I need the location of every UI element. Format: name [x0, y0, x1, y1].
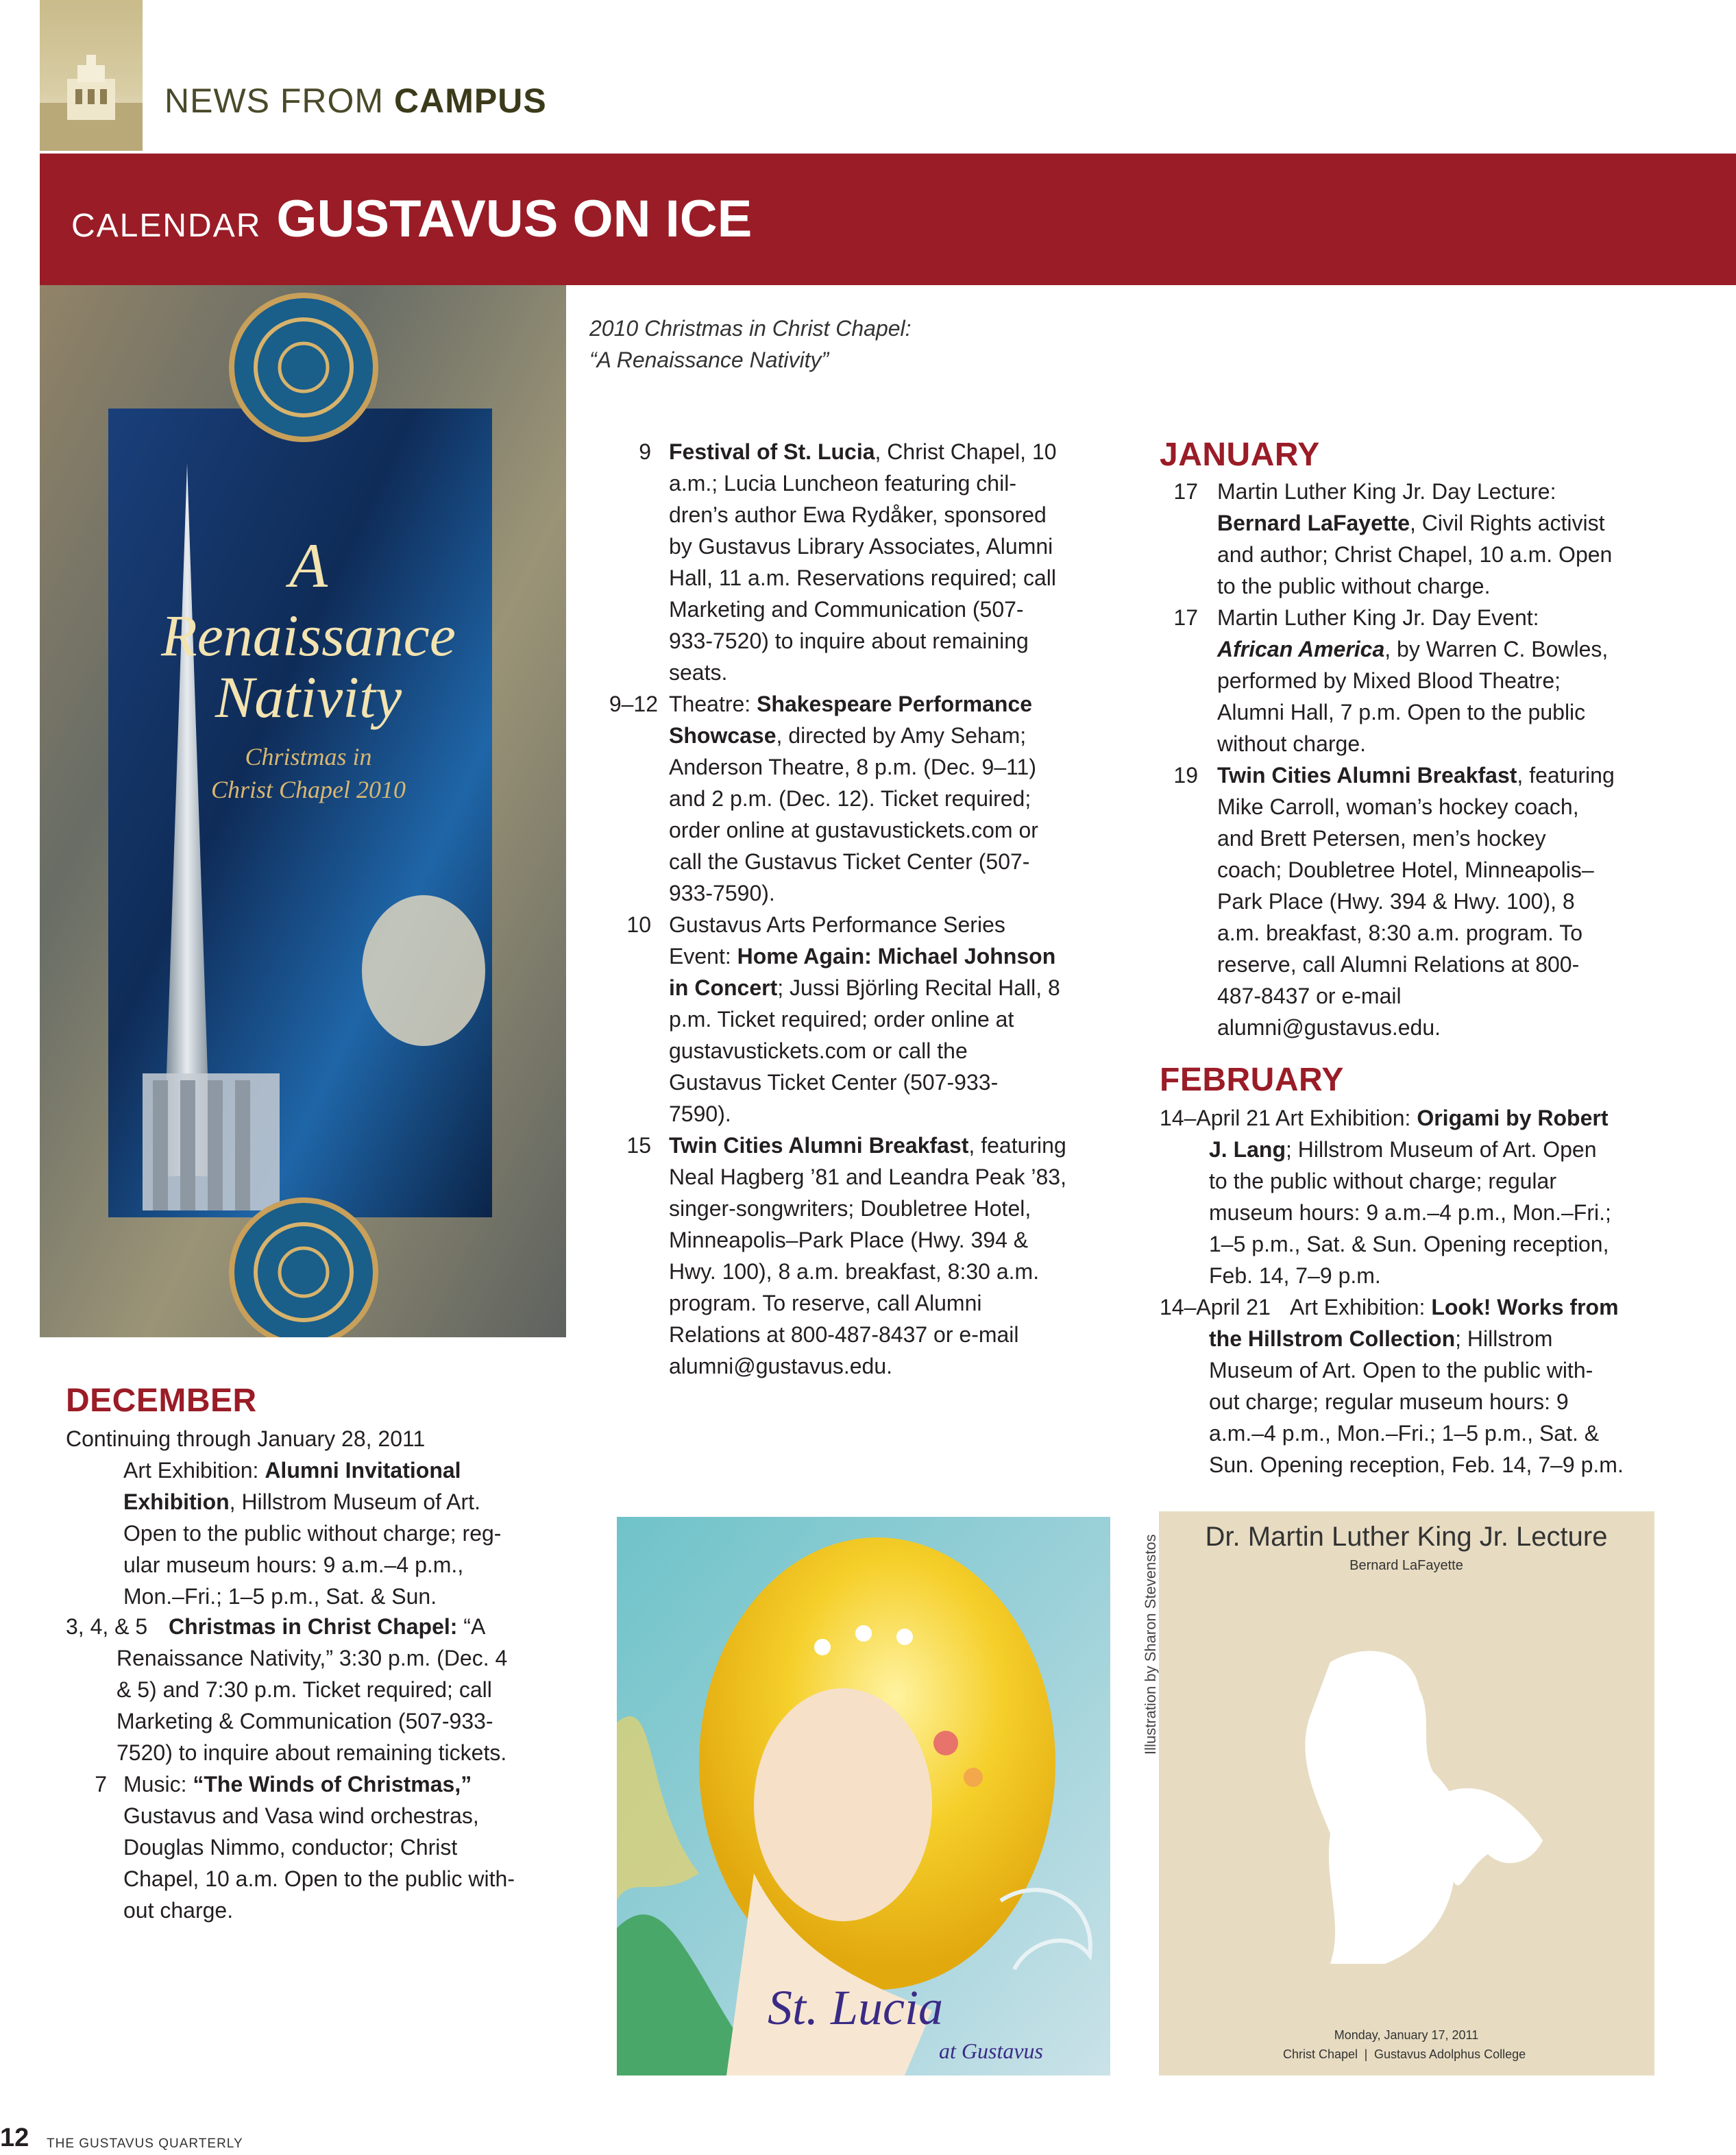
- mlk-lecture-poster: [1159, 1511, 1654, 2075]
- lucia-subtitle: at Gustavus: [939, 2038, 1043, 2063]
- renaissance-nativity-poster: [40, 285, 566, 1337]
- publication-name: THE GUSTAVUS QUARTERLY: [47, 2136, 243, 2151]
- section-header: NEWS FROM CAMPUS: [164, 82, 547, 120]
- mlk-speaker: Bernard LaFayette: [1349, 1558, 1463, 1573]
- lucia-title: St. Lucia: [768, 1980, 944, 2035]
- st-lucia-poster: [617, 1517, 1110, 2075]
- mlk-date: Monday, January 17, 2011: [1334, 2028, 1479, 2042]
- mlk-college: Gustavus Adolphus College: [1374, 2047, 1526, 2061]
- banner-title: CALENDAR GUSTAVUS ON ICE: [71, 190, 753, 248]
- header-logo: [40, 0, 143, 151]
- poster-line-4: Christmas in: [245, 743, 372, 770]
- poster-line-1: A: [289, 531, 328, 600]
- month-heading-december: DECEMBER: [66, 1383, 257, 1419]
- illustration-credit: Illustration by Sharon Stevenstos: [1142, 1534, 1159, 1755]
- mlk-title: Dr. Martin Luther King Jr. Lecture: [1205, 1522, 1608, 1552]
- poster-line-2: Renaissance: [161, 602, 456, 668]
- poster-line-5: Christ Chapel 2010: [210, 776, 406, 803]
- month-heading-january: JANUARY: [1160, 437, 1320, 473]
- poster-caption: 2010 Christmas in Christ Chapel: “A Renaissance Nativity”: [589, 316, 912, 372]
- mlk-separator: |: [1364, 2047, 1368, 2061]
- mlk-venue: Christ Chapel: [1282, 2047, 1358, 2061]
- poster-line-3: Nativity: [215, 664, 402, 730]
- page-number: 12: [0, 2123, 29, 2152]
- chapel-logo-icon: [40, 0, 143, 151]
- month-heading-february: FEBRUARY: [1160, 1062, 1344, 1098]
